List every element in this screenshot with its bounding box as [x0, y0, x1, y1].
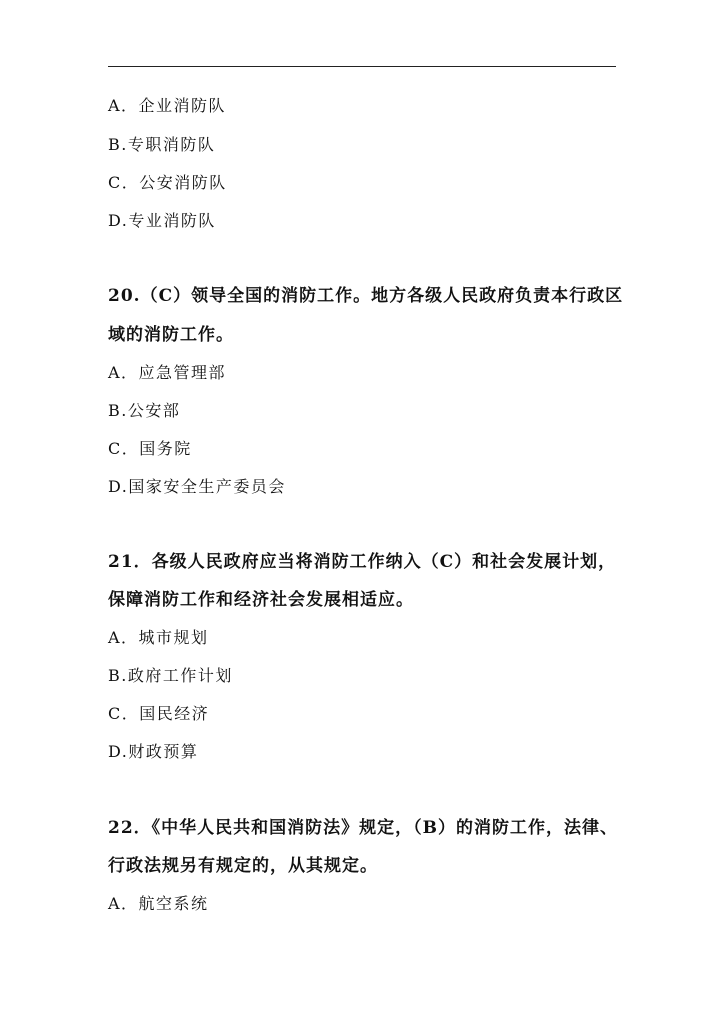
q20-option-b: B.公安部 — [108, 401, 181, 420]
q22-stem-line1: 22．《中华人民共和国消防法》规定，（B）的消防工作，法律、 — [108, 818, 619, 838]
q21-option-d: D.财政预算 — [108, 742, 199, 761]
q19-option-b: B.专职消防队 — [108, 135, 216, 154]
q19-option-a: A．企业消防队 — [108, 96, 227, 115]
q21-option-c: C．国民经济 — [108, 704, 210, 723]
q20-option-a: A．应急管理部 — [108, 363, 227, 382]
q20-stem-line1: 20.（C）领导全国的消防工作。地方各级人民政府负责本行政区 — [108, 286, 624, 306]
q20-option-d: D.国家安全生产委员会 — [108, 477, 286, 496]
q21-stem-line2: 保障消防工作和经济社会发展相适应。 — [108, 590, 414, 610]
q19-option-d: D.专业消防队 — [108, 211, 216, 230]
q22-stem-line2: 行政法规另有规定的，从其规定。 — [108, 856, 378, 876]
q21-option-a: A．城市规划 — [108, 628, 209, 647]
q20-stem-line2: 域的消防工作。 — [108, 325, 234, 345]
q19-option-c: C．公安消防队 — [108, 173, 227, 192]
header-rule — [108, 66, 616, 67]
q21-option-b: B.政府工作计划 — [108, 666, 233, 685]
q20-option-c: C．国务院 — [108, 439, 192, 458]
q21-stem-line1: 21．各级人民政府应当将消防工作纳入（C）和社会发展计划， — [108, 552, 617, 572]
q22-option-a: A．航空系统 — [108, 894, 209, 913]
